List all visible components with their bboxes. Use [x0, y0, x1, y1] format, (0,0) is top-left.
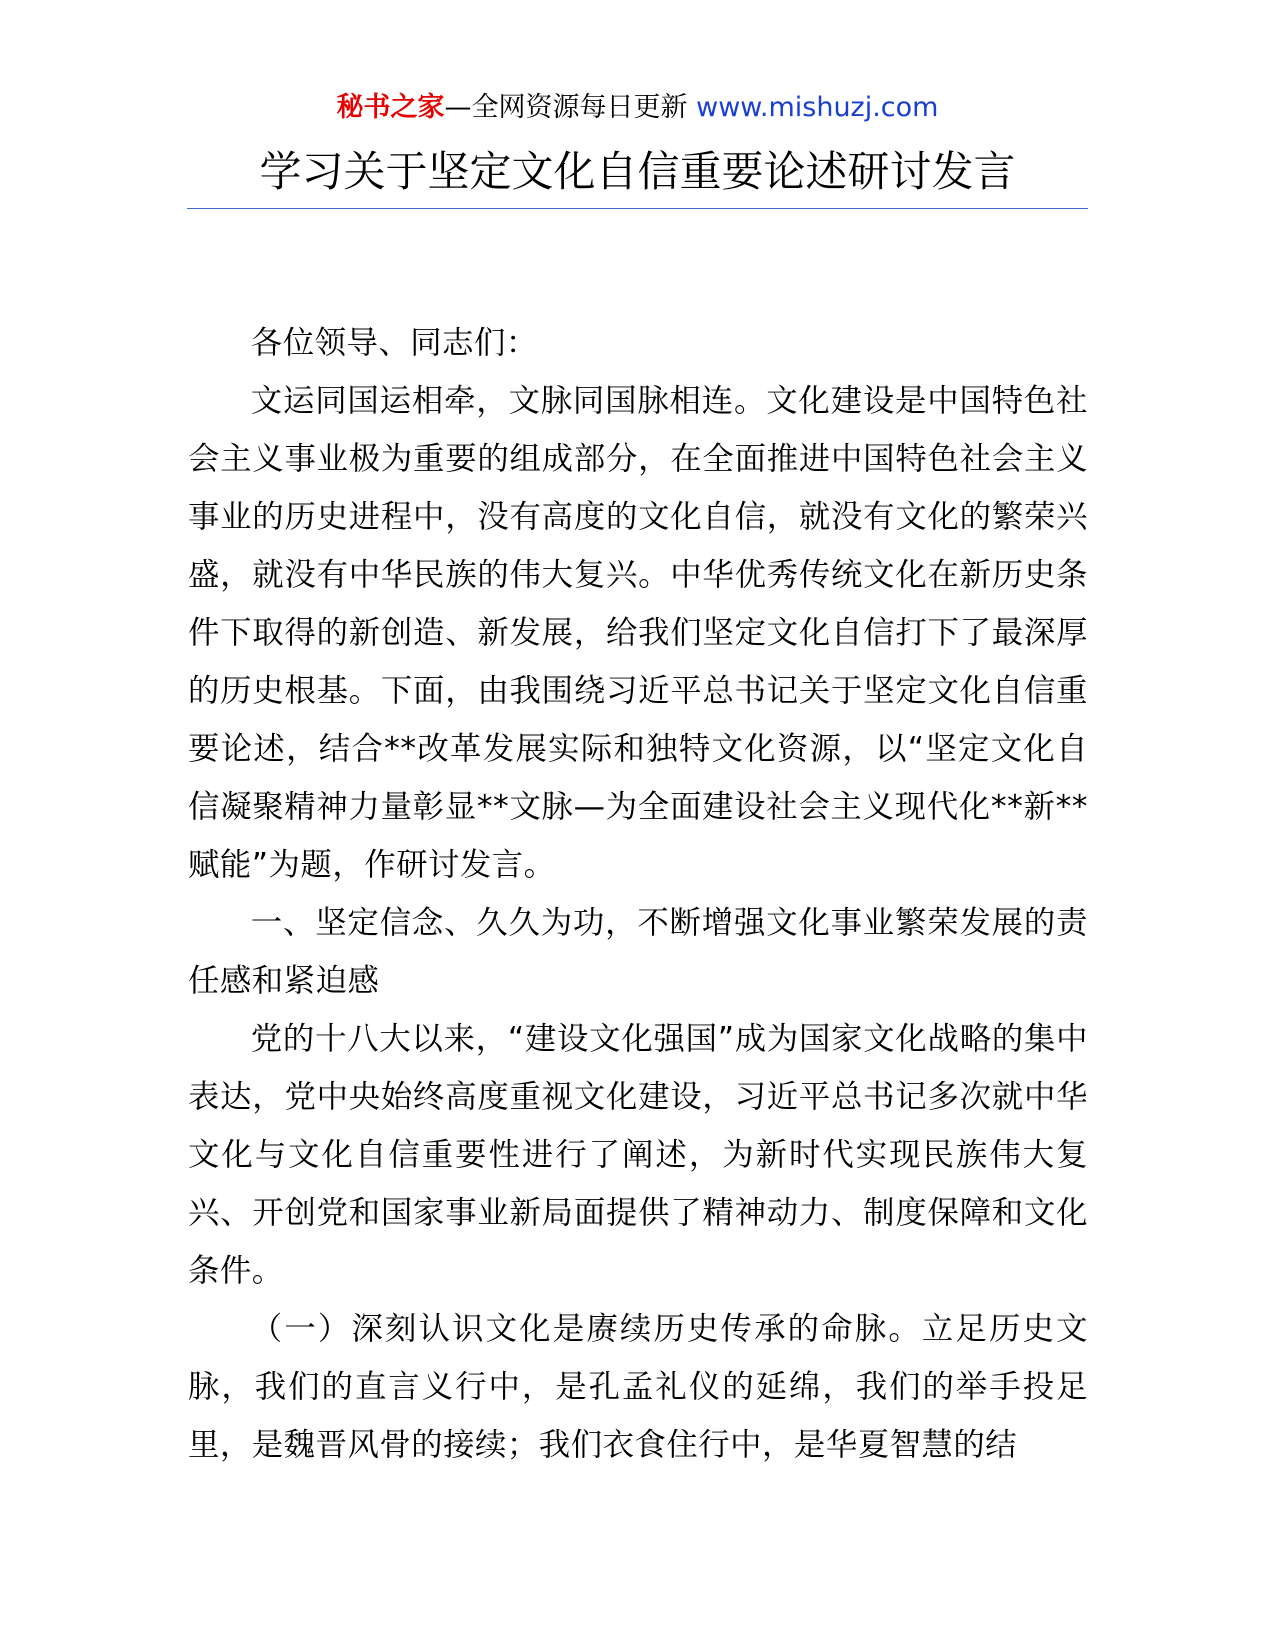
body-paragraph: 党的十八大以来，“建设文化强国”成为国家文化战略的集中表达，党中央始终高度重视文化建设，习近平总书记多次就中华文化与文化自信重要性进行了阐述，为新时代实现民族伟大复兴、开创党和国家事业新局面提供了精神动力、制度保障和文化条件。	[188, 1021, 1088, 1289]
title-divider	[187, 208, 1088, 209]
document-body	[188, 314, 1088, 1474]
document-title: 学习关于坚定文化自信重要论述研讨发言	[259, 147, 1016, 196]
subsection-paragraph: （一）深刻认识文化是赓续历史传承的命脉。立足历史文脉，我们的直言义行中，是孔孟礼仪的延绵，我们的举手投足里，是魏晋风骨的接续；我们衣食住行中，是华夏智慧的结	[188, 1311, 1088, 1463]
intro-paragraph: 文运同国运相牵，文脉同国脉相连。文化建设是中国特色社会主义事业极为重要的组成部分，在全面推进中国特色社会主义事业的历史进程中，没有高度的文化自信，就没有文化的繁荣兴盛，就没有中华民族的伟大复兴。中华优秀传统文化在新历史条件下取得的新创造、新发展，给我们坚定文化自信打下了最深厚的历史根基。下面，由我围绕习近平总书记关于坚定文化自信重要论述，结合**改革发展实际和独特文化资源，以“坚定文化自信凝聚精神力量彰显**文脉—为全面建设社会主义现代化**新**赋能”为题，作研讨发言。	[188, 383, 1088, 883]
header-tagline: —全网资源每日更新	[444, 92, 688, 123]
salutation-paragraph: 各位领导、同志们：	[250, 325, 538, 361]
site-url-link[interactable]: www.mishuzj.com	[696, 92, 939, 123]
site-header	[0, 88, 1275, 128]
section-heading: 一、坚定信念、久久为功，不断增强文化事业繁荣发展的责任感和紧迫感	[188, 905, 1088, 999]
brand-name: 秘书之家	[336, 92, 445, 123]
